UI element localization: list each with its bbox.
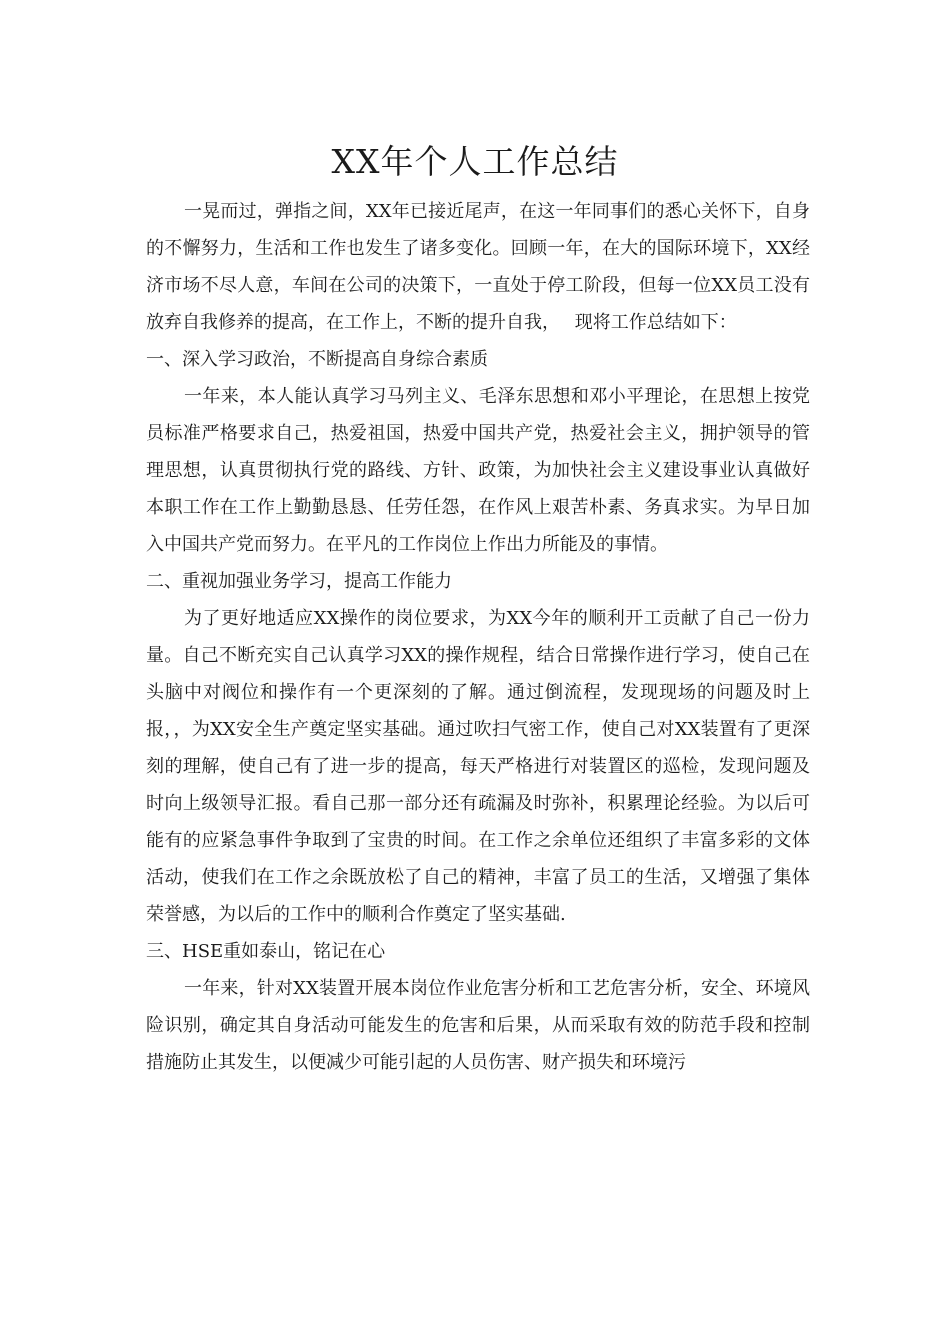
section-body-1: 一年来，本人能认真学习马列主义、毛泽东思想和邓小平理论，在思想上按党员标准严格要求自己，热爱祖国，热爱中国共产党，热爱社会主义，拥护领导的管理思想，认真贯彻执行党的路线、方针、政策，为加快社会主义建设事业认真做好本职工作在工作上勤勤恳恳、任劳任怨，在作风上艰苦朴素、务真求实。为早日加入中国共产党而努力。在平凡的工作岗位上作出力所能及的事情。 <box>146 386 810 555</box>
section-heading-3: 三、HSE重如泰山，铭记在心 <box>146 941 386 962</box>
intro-paragraph: 一晃而过，弹指之间，XX年已接近尾声，在这一年同事们的悉心关怀下，自身的不懈努力，生活和工作也发生了诸多变化。回顾一年，在大的国际环境下，XX经济市场不尽人意，车间在公司的决策下，一直处于停工阶段，但每一位XX员工没有放弃自我修养的提高，在工作上，不断的提升自我， 现将工作总结如下： <box>146 201 810 333</box>
section-body-2: 为了更好地适应XX操作的岗位要求，为XX今年的顺利开工贡献了自己一份力量。自己不断充实自己认真学习XX的操作规程，结合日常操作进行学习，使自己在头脑中对阀位和操作有一个更深刻的了解。通过倒流程，发现现场的问题及时上报，，为XX安全生产奠定坚实基础。通过吹扫气密工作，使自己对XX装置有了更深刻的理解，使自己有了进一步的提高，每天严格进行对装置区的巡检，发现问题及时向上级领导汇报。看自己那一部分还有疏漏及时弥补，积累理论经验。为以后可能有的应紧急事件争取到了宝贵的时间。在工作之余单位还组织了丰富多彩的文体活动，使我们在工作之余既放松了自己的精神，丰富了员工的生活，又增强了集体荣誉感，为以后的工作中的顺利合作奠定了坚实基础. <box>146 608 810 925</box>
section-heading-2: 二、重视加强业务学习，提高工作能力 <box>146 571 452 592</box>
document-title: XX年个人工作总结 <box>331 142 619 181</box>
section-body-3: 一年来，针对XX装置开展本岗位作业危害分析和工艺危害分析，安全、环境风险识别，确定其自身活动可能发生的危害和后果，从而采取有效的防范手段和控制措施防止其发生，以便减少可能引起的人员伤害、财产损失和环境污 <box>146 978 810 1073</box>
document-body <box>146 193 810 1081</box>
section-heading-1: 一、深入学习政治，不断提高自身综合素质 <box>146 349 488 370</box>
